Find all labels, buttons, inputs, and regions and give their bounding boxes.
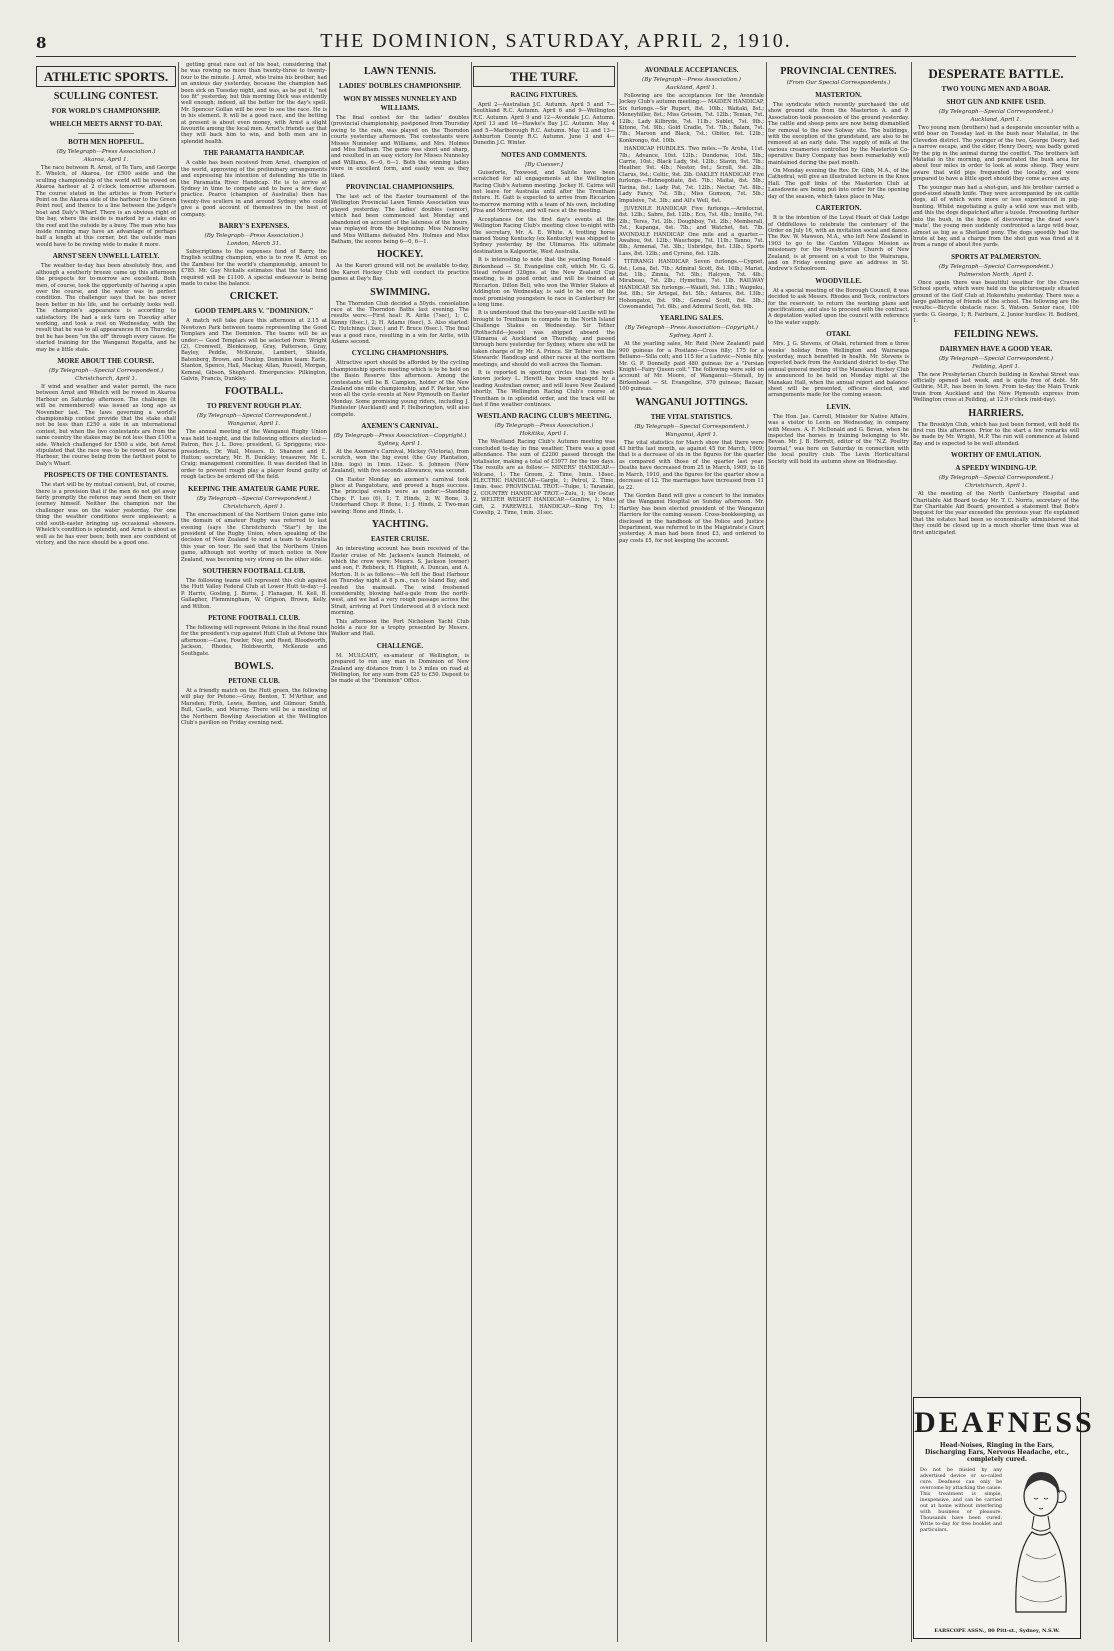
article-headline: AVONDALE ACCEPTANCES. [644, 66, 739, 74]
dateline: Palmerston North, April 1. [958, 271, 1034, 278]
masthead [36, 30, 1076, 57]
paragraph: HANDICAP HURDLES. Two miles.—Te Aroha, 11st. 7lb.; Advance, 10st. 12lb.; Dundoree, 10st. 5lb.; Carrie, 10st.; Black Lady, 9st. 12lb.; Stavin, 9st. 7lb.; Heather, 9st. 4lb.; Nestor, 9st.; Scroll, 9st. 2lb.; Clarus, 9st.; Celtic, 9st. 2lb. OAKLEY HANDICAP. Five furlongs.—Rebnegotiate, 8st. 7lb.; Maitai, 8st. 5lb.; Tarina, 8st.; Lady Pat, 7st. 12lb.; Nectar, 7st. 8lb.; Lady Fancy, 7st. 5lb.; Miss Gumson, 7st. 5lb.; Impulsive, 7st. 3lb.; and All's Well, 6st. [619, 146, 764, 204]
dateline: Feilding, April 1. [972, 363, 1020, 370]
byline: (By Telegraph—Press Association.) [642, 77, 741, 83]
paragraph: Guiseforte, Foxwood, and Salute have been scratched for all engagements at the Wellington Racing Club's Autumn meeting. Jockey H. Cairns will not leave for Australia until after the Trentham fixture. H. Gatt is expected to arrive from Riccarton to-morrow morning with a team of his own, including Pisa and Merriwee, and will race at the meeting. [473, 169, 615, 215]
column-rule [766, 62, 767, 1642]
article-headline: SOUTHERN FOOTBALL CLUB. [202, 566, 306, 575]
paragraph: It is interesting to note that the yearling Ronald - Birkenhead — St. Evangeline colt, which Mr. G. G. Stead refused 320gns. at the New Zealand Cup meeting, is in good order, and will be trained at Riccarton. Dillon Bell, who won the Winter Stakes at Addington on Wednesday, is said to be one of the most promising youngsters to race in Canterbury for a long time. [473, 257, 615, 308]
paragraph: It is the intention of the Loyal Heart of Oak Lodge of Oddfellows to celebrate the centenary of the Order on July 16, with an invitation social and dance. The Rev. W. Mawson, M.A., who left New Zealand in 1903 to go to the Canton Villages Mission as missionary for the Presbyterian Church of New Zealand, is at present on a visit to the Wairarapa, and on Friday evening gave an address in St. Andrew's Schoolroom. [768, 215, 909, 273]
paragraph: The start will be by mutual consent, but, of course, there is a provision that if the men do not get away fairly promptly the referee may send them on their journey himself. Neither the champion nor the challenger was on the water yesterday. For one thing the weather conditions were unpleasant; a cold south-easter bringing up occasional showers. Whelch's condition is splendid, and Arnst is about as well as he has ever been; both men are confident of victory, and the race should be a good one. [36, 482, 176, 546]
paper-title: THE DOMINION, SATURDAY, APRIL 2, 1910. [320, 30, 792, 52]
column-rule [178, 62, 179, 1642]
paragraph: A match will take place this afternoon at 2.15 at Newtown Park between teams representing the Good Templars and The Dominion. The teams will be as under:— Good Templars will be selected from: Wright (2), Cromwell, Blenkinsop, Gray, Patterson, Gray, Bayley, Peddie, McKenzie, Lambert, Shields, Batenberg, Brown, and Dunlop. Dominion team: Earle, Stanton, Spence, Hall, Mackay, Allan, Russell, Morgan, Kemnal, Gibson, Shepherd. Emergencies: Pilkington, Galvin, Francis, Dunkley. [181, 318, 327, 383]
article-subheadline: ARNST SEEN UNWELL LATELY. [52, 252, 160, 261]
article-headline: PETONE FOOTBALL CLUB. [208, 613, 300, 622]
paragraph: Once again there was beautiful weather for the Craven School sports, which were held on the picturesquely situated ground of the Golf Club at Hokowhitu yesterday. There was a large gathering of friends of the school. The following are the results:—Bicycle obstacle race: S. Watson. Senior race, 100 yards: G. George, 1; R. Fairburn, 2. Junior hurdles: H. Bedford, 1. [913, 279, 1079, 325]
dateline: Sydney, April 1. [669, 333, 714, 340]
paragraph: At the Axemen's Carnival, Mickey (Victoria), from scratch, won the big event (the Guy Plantation, 18in. logs) in 1min. 12sec. S. Johnson (New Zealand), with five seconds allowance, was second. [331, 449, 469, 475]
article-headline: WESTLAND RACING CLUB'S MEETING. [476, 412, 612, 421]
paragraph: JUVENILE HANDICAP. Five furlongs.—Aristocrat, 8st. 12lb.; Sabre, 8st. 12lb.; Eco, 7st. 4lb.; Innillo, 7st. 2lb.; Teres, 7st. 2lb.; Doughboy, 7st. 2lb.; Memberall, 7st.; Kapanga, 6st. 7lb.; and Watchet, 6st. 7lb. AVONDALE HANDICAP. One mile and a quarter.—Awahou, 9st. 12lb.; Wauchope, 7st. 11lb.; Tanno, 7st. 8lb.; Armenal, 7st. 3lb.; Uxbridge, 8st. 13lb.; Sports Lass, 8st. 12lb.; and Cyrene, 6st. 12lb. [619, 205, 764, 257]
byline: (By Telegraph—Press Association.) [494, 423, 594, 430]
page-number: 8 [36, 34, 47, 52]
section-heading: BOWLS. [234, 661, 274, 672]
article-headline: KEEPING THE AMATEUR GAME PURE. [188, 484, 320, 493]
article-headline: WOODVILLE. [815, 276, 862, 285]
article-headline: TWO YOUNG MEN AND A BOAR. [941, 85, 1051, 93]
paragraph: This afternoon the Port Nicholson Yacht Club holds a race for a trophy presented by Messrs. Walker and Hall. [331, 618, 469, 638]
paragraph: The following teams will represent this club against the Hutt Valley Federal Club at Lower Hutt to-day:—J. P. Harris, Gosling, J. Burns, J. Flanagan, H. Kell, B. Gallagher, Flemmingham, W. Grigson, Brown, Kelly, and Wilton. [181, 577, 327, 610]
section-heading: CRICKET. [229, 291, 279, 303]
article-headline: DAIRYMEN HAVE A GOOD YEAR. [939, 344, 1053, 353]
paragraph: Subscriptions to the expenses fund of Barry, the English sculling champion, who is to row R. Arnst on the Zambesi for the world's championship, amount to £785. Mr. Guy Nickalls estimates that the total fund required will be £1100. A special endeavour is being made to raise the balance. [181, 248, 327, 287]
byline: (By Telegraph—Special Correspondent.) [48, 367, 164, 374]
paragraph: The encroachment of the Northern Union game into the domain of amateur Rugby was referred to last evening (says the Christchurch "Star") by the president of the Rugby Union, when speaking of the decision of New Zealand to send a team to Australia this year on tour. He said that the Northern Union game, although not worthy of much notice in New Zealand, was becoming very strong on the other side. [181, 511, 327, 563]
section-heading: LAWN TENNIS. [363, 66, 437, 77]
paragraph: April 2—Australian J.C. Autumn. April 5 and 7—Southland R.C. Autumn. April 6 and 9—Wellington R.C. Autumn. April 9 and 12—Avondale J.C. Autumn. April 13 and 16—Hawke's Bay J.C. Autumn. May 4 and 5—Marlborough R.C. Autumn. May 12 and 13—Ashburton County R.C. Autumn. June 3 and 4—Dunedin J.C. Winter. [473, 102, 615, 147]
ad-body: Do not be misled by any advertised device or so-called cure. Deafness can only be overcome by attacking the cause. This treatment is simple, inexpensive, and can be carried out at home without interfering with business or pleasure. Thousands have been cured. Write to-day for free booklet and particulars. [920, 1468, 1002, 1533]
article-headline: RACING FIXTURES. [510, 91, 578, 99]
byline: (By Telegraph—Press Association.) [204, 232, 304, 239]
paragraph: Mrs. J. G. Stevens, of Otaki, returned from a three weeks' holiday from Wellington and Wairarapa yesterday, much benefited in health. Mr. Stevens is expected back from the Auckland district to-day. The annual general meeting of the Manakau Hockey Club is announced to be held on Monday night at the Manakau Hall, when the annual report and balance-sheet will be presented, officers elected, and arrangements made for the coming season. [768, 341, 909, 399]
paragraph: The Gordon Band will give a concert to the inmates of the Wanganui Hospital on Sunday afternoon. Mr. Hartley has been elected president of the Wanganui Harriers for the coming season. Cross-bookkeeping, as disclosed in the handbook of the Police and Justice Department, was referred to in the Magistrate's Court yesterday. A man had been fined £3, and ordered to pay costs £5, for not keeping the account. [619, 492, 764, 544]
column-athletic-sports [36, 62, 176, 1642]
column-desperate-battle [913, 62, 1079, 1392]
article-subheadline: PROSPECTS OF THE CONTESTANTS. [44, 471, 168, 480]
section-heading: SWIMMING. [370, 286, 430, 298]
byline: (By Telegraph—Special Correspondent.) [196, 495, 312, 502]
article-headline: CARTERTON. [815, 204, 862, 213]
dateline: Wanganui, April 1. [665, 431, 718, 438]
article-headline: SCULLING CONTEST. [53, 91, 159, 102]
paragraph: On Easter Monday an axemen's carnival took place at Pangatotara, and proved a huge success. The principal events were as under:—Standing Chop: F. Leo (6), 1; T. Hinds, 2; W. Bone, 3. Underhand Chop: P. Bone, 1; J. Hinds, 2. Two-man sawing: Bone and Hinds, 1. [331, 476, 469, 515]
paragraph: If wind and weather and water permit, the race between Arnst and Whelch will be rowed in Akaroa Harbour on Saturday afternoon. The challenge (it will be remembered) was issued as long ago as November last. The laws governing a world's championship contest provide that the stake shall not be less than £250 a side in an international contest, but when the two contestants are from the same country the stakes may be not less than £100 a side. Whelch challenged for £500 a side, but Arnst stipulated that the race was to be rowed on Akaroa Harbour, the course being from the farthest point to Daly's Wharf. [36, 383, 176, 467]
section-heading: HARRIERS. [968, 407, 1024, 419]
column-provincial-centres [768, 62, 909, 1642]
ad-footer-address: EARSCOPE ASSN., 80 Pitt-st., Sydney, N.S.W. [934, 1628, 1060, 1634]
article-subheadline: A SPEEDY WINDING-UP. [955, 464, 1037, 473]
column-rule [329, 62, 330, 1642]
paragraph: An interesting account has been received of the Easter cruise of Mr. Jackson's launch Heimoki, of which the crew were: Messrs. S. Jackson (owner) and son, F. Rebbeck, H. Highett, A. Duncan, and A. Morton. It is as follows:—We left the Boat Harbour on Thursday night at 8 p.m., ran to Island Bay, and reefed the mainsail. The wind freshened considerably, blowing half-a-gale from the north-west, and we had a very rough passage across the Strait, arriving at Port Underwood at 8 o'clock next morning. [331, 546, 469, 617]
paragraph: The new Presbyterian Church building in Kowhai Street was officially opened last week, and is quite free of debt. Mr. Guthrie, M.P., has been in town. From to-day the Main Trunk train from Auckland and the New Plymouth express from Wellington cross at Feilding, at 12.9 o'clock (mid-day). [913, 371, 1079, 404]
paragraph: It is reported in sporting circles that the well-known jockey L. Hewitt has been engaged by a leading Australian owner, and will leave New Zealand shortly. The Wellington Racing Club's course at Trentham is in splendid order, and the track will be fast if fine weather continues. [473, 370, 615, 409]
dateline: Auckland, April 1. [665, 85, 718, 91]
article-headline: THE PARAMATTA HANDICAP. [203, 149, 305, 158]
article-headline: YEARLING SALES. [659, 314, 724, 323]
section-heading: WANGANUI JOTTINGS. [635, 396, 748, 408]
paragraph: The vital statistics for March show that there were 43 births last month, as against 45 for March, 1909; that is a decrease of six in the figures for the quarter as compared with those of the quarter last year. Deaths have decreased from 25 in March, 1909, to 18 in March, 1910, and the figures for the quarter show a decrease of 12. The marriages have increased from 11 to 22. [619, 439, 764, 491]
column-acceptances [619, 62, 764, 1642]
dateline: Christchurch, April 1. [223, 503, 285, 510]
paragraph: The following will represent Petone in the final round for the president's cup against Hutt Club at Petone this afternoon:—Cave, Fowler, Noy, and Reed, Bloodworth, Jackson, Rhodes, Holdsworth, McKenzie and Southgate. [181, 624, 327, 657]
article-headline: CHALLENGE. [376, 641, 424, 650]
paragraph: At a friendly match on the Hutt green, the following will play for Petone:—Gray, Benton, T. M'Arthur, and Marsden; Firth, Lewis, Benton, and Gilmour; Smith, Bull, Castle, and Murray. There will be a meeting of the Northern Bowling Association at the Wellington Club's pavilion on Friday evening next. [181, 688, 327, 727]
column-rule [911, 62, 912, 1642]
paragraph: The final contest for the ladies' doubles (provincial championship, postponed from Thursday owing to the rain, was played on the Thorndon courts yesterday afternoon. The contestants were Misses Nunneley and Williams, and Mrs. Holmes and Miss Batham. The game was short and sharp, and resulted in an easy victory for Misses Nunneley and Williams, 6—0, 6—1. Both the winning ladies were in excellent form, and easily won as they liked. [331, 115, 469, 179]
column-the-turf [473, 62, 615, 1642]
column-tennis-yachting [331, 62, 469, 1642]
dateline: Wanganui, April 1. [227, 421, 281, 428]
dateline: Christchurch, April 1. [75, 375, 137, 382]
section-heading: HOCKEY. [376, 249, 424, 261]
article-headline: LEVIN. [826, 402, 851, 411]
dateline: Hokitika, April 1. [519, 431, 569, 438]
paragraph: Attractive sport should be afforded by the cycling championship sports meeting which is to be held on the Basin Reserve this afternoon. Among the contestants will be B. Campion, holder of the New Zealand one mile championship, and F. Parker, who won all the cycle events at New Plymouth on Easter Monday. Some promising young riders, including J. Fantester (Auckland) and F. Helberington, will also compete. [331, 360, 469, 418]
byline: (By Telegraph—Special Correspondent.) [634, 423, 749, 430]
paragraph: The Hon. Jas. Carroll, Minister for Native Affairs, was a visitor to Levin on Wednesday, in company with Messrs. A. F. McDonald and G. Bevan, when he inspected the horses in training belonging to Mr. Bevan. Mr. J. B. Herrett, editor of the "N.Z. Poultry Journal," was here on Saturday in connection with the local poultry club. The Levin Horticultural Society will hold its autumn show on Wednesday. [768, 413, 909, 465]
section-heading: PROVINCIAL CENTRES. [780, 66, 897, 77]
ad-title: DEAFNESS [914, 1406, 1095, 1439]
ad-tagline: Head-Noises, Ringing in the Ears, Discharging Ears, Nervous Headache, etc., completely cured. [925, 1442, 1069, 1463]
section-heading: THE TURF. [473, 66, 615, 87]
section-heading: DESPERATE BATTLE. [928, 66, 1064, 81]
dateline: Sydney, April 1. [377, 441, 423, 448]
article-subheadline: MORE ABOUT THE COURSE. [57, 356, 155, 365]
article-headline: MASTERTON. [815, 91, 862, 99]
section-heading: YACHTING. [371, 519, 429, 531]
byline: (By Telegraph—Press Association—Copyright.) [625, 325, 758, 332]
article-subheadline: WHELCH MEETS ARNST TO-DAY. [49, 120, 163, 128]
paragraph: Acceptances for the first day's events at the Wellington Racing Club's meeting close to-night with the secretary, Mr. A. E. White. A trotting horse named Young Kentucky (ex Kentucky) was shipped to Sydney yesterday by the Ulimaroa. His ultimate destination is Kalgoorlie, West Australia. [473, 216, 615, 255]
byline: (From Our Special Correspondents.) [786, 80, 891, 86]
dateline: Akaroa, April 1. [83, 157, 129, 163]
byline: [By Cuesser.] [525, 161, 563, 168]
byline: (By Telegraph—Special Correspondent.) [196, 413, 312, 420]
article-headline: SPORTS AT PALMERSTON. [951, 252, 1041, 261]
article-headline: TO PREVENT ROUGH PLAY. [206, 402, 302, 411]
column-sports-continued [181, 62, 327, 1642]
byline: (By Telegraph—Special Correspondent.) [938, 109, 1054, 115]
paragraph: The younger man had a shot-gun, and his brother carried a good-sized sheath knife. They were accompanied by six cattle dogs, all of which were more or less experienced in pig-hunting. Whilst negotiating a gully a wild sow was met with, and this the dogs dispatched after a tussle. Proceeding further into the bush, in the hope of discovering the dead sow's 'mate', the young men suddenly confronted a large wild boar, almost as big as a Shetland pony. The dogs speedily had the brute at bay, and a charge from the shot gun was fired at it from a range of about five yards. [913, 184, 1079, 249]
paragraph: TITIRANGI HANDICAP. Seven furlongs.—Cygnet, 9st.; Lena, 8st. 7lb.; Admiral Scott, 8st. 10lb.; Marist, 8st. 1lb.; Zinnia, 7st. 5lb.; Halcyon, 7st. 4lb.; Mirabeau, 7st. 2lb.; Hymettus, 7st. 1lb. RAILWAY HANDICAP. Six furlongs.—Waiatt, 9st. 13lb.; Waipuku, 9st. 8lb.; Sir Artegal, 8st. 5lb.; Antares, 8st. 13lb.; Hohongatoi, 8st. 9lb.; General Scott, 8st. 3lb.; Cowomandel, 7st. 6lb.; and Admiral Scott, 6st. 9lb. [619, 259, 764, 310]
paragraph: On Monday evening the Rev. Dr. Gibb, M.A., of the Cathedral, will give an illustrated lecture in the Knox Hall. The golf links of the Masterton Club at Lansdowne are being put into order for the opening day of the season, which takes place in May. [768, 168, 909, 200]
article-headline: AXEMEN'S CARNIVAL. [361, 422, 439, 431]
dateline: London, March 31. [227, 240, 281, 247]
deafness-advertisement [913, 1397, 1095, 1639]
byline: (By Telegraph—Special Correspondent.) [938, 475, 1054, 482]
dateline: Auckland, April 1. [970, 117, 1022, 123]
byline: (By Telegraph—Special Correspondent.) [938, 263, 1054, 270]
paragraph: The weather to-day has been absolutely fine, and although a southerly breeze came up this afternoon the prospects for to-morrow are excellent. Both men, of course, took the opportunity of having a spin over the course, and the water was in perfect condition. The challenger says that he has never been better in his life, and he certainly looks well. The champion's appearance is according to satisfactory. He had a sick turn on Tuesday after working, and took a rest on Wednesday, with the result that he was to all appearances fit on Thursday, but he has been "on the off" through every cause. He started training for the Wanganui Regatta, and he may be a little stale. [36, 263, 176, 353]
paragraph: Following are the acceptances for the Avondale Jockey Club's autumn meeting:— MAIDEN HANDICAP, Six furlongs.—Sir Rupert, 8st. 10lb.; Waitaki, 8st.; Moneyhiller, 8st.; Miss Grissim, 7st. 12lb.; Tenian, 7st. 12lb.; Lady Kilbryde, 7st. 11lb.; Sublet, 7st. 9lb.; Kitone, 7st. 9lb.; Gold Cradle, 7st. 7lb.; Balam, 7st. 7lb.; Maroon and Black, 7st.; Obiter, 6st. 12lb.; Konkrongo, 6st. 10lb. [619, 93, 764, 144]
paragraph: The Thorndon Club decided a 50yds. consolation race at the Thorndon Baths last evening. The results were:—First heat: R. Airlie (7sec), 1; C. Kenny (8sec.), 2; H. Adams (6sec), 3. Also started: C. Hutchings (3sec.) and F. Bruce (6sec.). The final was a good race, resulting in a win for Airlie, with Adams second. [331, 300, 469, 345]
column-rule [471, 62, 472, 1642]
paragraph: It is understood that the two-year-old Lucille will be brought to Trentham to compete in the North Island Challenge Stakes on Wednesday. Sir Tether (Rothschild—Jessie) was shipped aboard the Ulimaroa at Auckland on Thursday, and passed through here yesterday for Sydney, where she will be taken charge of by Mr. A. Prince. Sir Tether won the Stewards' Handicap and other races at the northern meetings, and should do well across the Tasman. [473, 310, 615, 368]
article-subheadline: SHOT GUN AND KNIFE USED. [946, 98, 1046, 106]
byline: (By Telegraph—Special Correspondent.) [938, 355, 1054, 362]
paragraph: A cable has been received from Arnst, champion of the world, approving of the preliminary arrangements and expressing his intention of defending his title in the Paramatta River Handicap. He is to arrive at Sydney in time to compete and to have a few days' practice. Pearce (champion of Australia) then has twenty-five scullers in and around Sydney who could give a good account of themselves in the best of company. [181, 160, 327, 218]
column-rule [617, 62, 618, 1642]
article-headline: CYCLING CHAMPIONSHIPS. [351, 349, 449, 358]
article-headline: EASTER CRUISE. [371, 535, 429, 544]
paragraph: Two young men (brothers) had a desperate encounter with a wild boar on Tuesday last in the bush near Mataitai, in the Clevedon district. The younger of the two, George Deery, had a narrow escape, and the elder, Henry Deery, was badly gored by the pig in the animal during the conflict. The brothers left Mataitai in the morning, and penetrated the bush area for about four miles in order to look at some sheep. They were aware that wild pigs frequented the locality, and were prepared to have a little sport should they come across any. [913, 125, 1079, 183]
paragraph: The Westland Racing Club's Autumn meeting was concluded to-day in fine weather. There was a good attendance. The sum of £2200 passed through the totalisator, making a total of £3977 for the two days. The results are as follow:— MINERS' HANDICAP.—Volcano, 1; The Groom, 2. Time, 1min. 18sec. ELECTRIC HANDICAP.—Gargle, 1; Petrol, 2. Time, 1min. 4sec. PROVINCIAL TROT.—Tulpe, 1; Taranaki, 2. COUNTRY HANDICAP TROT.—Zulu, 1; Sir Oscar, 2. WELTER WEIGHT HANDICAP.—Gunfire, 1; Miss Gift, 2. FAREWELL HANDICAP.—King Try, 1; Cowslip, 2. Time, 1min. 31sec. [473, 439, 615, 516]
byline: (By Telegraph—Press Association.) [56, 149, 156, 155]
paragraph: getting great race out of his boat, considering that he was rowing no more than twenty-three to twenty-four to the minute. J. Arnst, who trains his brother, had an anxious day yesterday, because the champion had been sick on Tuesday night, and was, as he put it, "not too fit" yesterday, but this morning Dick was evidently well enough; indeed, all the better for the day's spell. Mr. Spencer Gollan will be over to see the race. He is in his element. It will be a good race, and the betting at present is about even money, with Arnst a slight favourite among the local men. Arnst's friends say that they will back him to win, and both men are in splendid health. [181, 62, 327, 145]
byline: (By Telegraph—Press Association—Copyright.) [333, 433, 467, 440]
article-subheadline: FOR WORLD'S CHAMPIONSHIP. [51, 107, 161, 115]
woman-portrait-illustration [1006, 1464, 1076, 1614]
paragraph: The Brooklyn Club, which has just been formed, will hold its first run this afternoon. Prior to the start a few remarks will be made by Mr. Wright, M.P. The run will commence at Island Bay and is expected to be well attended. [913, 421, 1079, 447]
section-heading: FEILDING NEWS. [954, 328, 1038, 340]
paragraph: The syndicate which recently purchased the old show ground site from the Masterton A. and P. Association took possession of the ground yesterday. The cattle and sheep pens are now being dismantled for removal to the new Solway site. The buildings, with the exception of the grandstand, are also to be removed at an early date. The supply of milk at the various creameries controlled by the Masterton Co-operative Dairy Company has been remarkably well maintained during the past month. [768, 102, 909, 166]
section-heading: FOOTBALL. [224, 386, 284, 398]
article-headline: WORTHY OF EMULATION. [950, 451, 1042, 460]
paragraph: As the Karori ground will not be available to-day, the Karori Hockey Club will conduct its practice games at Day's Bay. [331, 263, 469, 283]
paragraph: M. MULCAHY, ex-amateur of Wellington, is prepared to run any man in Dominion of New Zealand any distance from 1 to 3 miles on road at Wellington, for any sum from £25 to £50. Deposit to be made at the "Dominion" Office. [331, 652, 469, 685]
paragraph: The race between R. Arnst, of Te Taro, and George E. Whelch, of Akaroa, for £500 aside and the sculling championship of the world will be rowed on Akaroa harbour at 2 o'clock tomorrow afternoon. The course stated in the articles is from Porter's Point on the Akaroa side of the harbour to the Green Point reef, and thence to a line between the judge's boat and Daly's Wharf. There is an obvious right of the bay, where the inside is marked by a stake on the reef and the outside by a buoy. The man who has inside running may have an advantage of perhaps half a length at this corner, but the outside man would have to be rowing wide to make it more. [36, 165, 176, 248]
paragraph: The last act of the Easter tournament of the Wellington Provincial Lawn Tennis Association was played yesterday. The ladies' doubles (senior), which had been commenced last Monday and abandoned on account of the lateness of the hours, was replayed from the beginning. Miss Nunneley and Miss Williams defeated Mrs. Holmes and Miss Batham, the scores being 6—0, 6—1. [331, 194, 469, 245]
article-headline: THE VITAL STATISTICS. [650, 412, 733, 421]
article-headline: PROVINCIAL CHAMPIONSHIPS. [345, 183, 455, 192]
paragraph: The annual meeting of the Wanganui Rugby Union was held to-night, and the following officers elected:—Patron, Rev. J. L. Dove; president, G. Spriggens; vice-presidents, Dr. Wall, Messrs. D. Shannon and E. Hutton; secretary, Mr. R. Dunkley; treasurer, Mr. L. Craig; management committee. It was decided that in order to prevent rough play a player found guilty of rough tactics be ordered off the field. [181, 429, 327, 481]
paragraph: At the yearling sales, Mr. Reid (New Zealand) paid 900 guineas for a Positano—Cross filly; 175 for a Bellamo—Silla colt; and 115 for a Ludovic—Nonie filly. Mr. G. P. Donnelly paid 480 guineas for a "Persian Knight—Fairy Queen colt." The following were sold on account of Mr. Moore, of Wanganui:—Stenall, by Birkenhead — St. Evangeline, 370 guineas; Bazaar, 100 guineas. [619, 341, 764, 393]
article-subheadline: WON BY MISSES NUNNELEY AND WILLIAMS. [343, 95, 457, 112]
section-heading: ATHLETIC SPORTS. [36, 66, 176, 87]
paragraph: At the meeting of the North Canterbury Hospital and Charitable Aid Board to-day Mr. T. C. Norris, secretary of the Ear Charitable Aid Board, presented a statement that Bob's bequest for the year exceeded the previous year. He explained that the estates had been so economically administered that they could be closed up in a much shorter time than was at first anticipated. [913, 491, 1079, 536]
article-headline: LADIES' DOUBLES CHAMPIONSHIP. [338, 82, 462, 90]
article-subheadline: BOTH MEN HOPEFUL. [68, 138, 144, 146]
article-headline: NOTES AND COMMENTS. [501, 150, 587, 159]
article-headline: GOOD TEMPLARS V. "DOMINION." [194, 307, 314, 316]
paragraph: At a special meeting of the Borough Council, it was decided to ask Messrs. Rhodes and Teck, contractors for the reservoir, to return the working plans and specifications, and also to proceed with the contract. A deputation waited upon the council with reference to the water supply. [768, 287, 909, 326]
article-headline: OTAKI. [826, 330, 851, 339]
article-headline: BARRY'S EXPENSES. [218, 221, 290, 230]
article-headline: PETONE CLUB. [228, 677, 280, 685]
dateline: Christchurch, April 1. [965, 483, 1027, 490]
